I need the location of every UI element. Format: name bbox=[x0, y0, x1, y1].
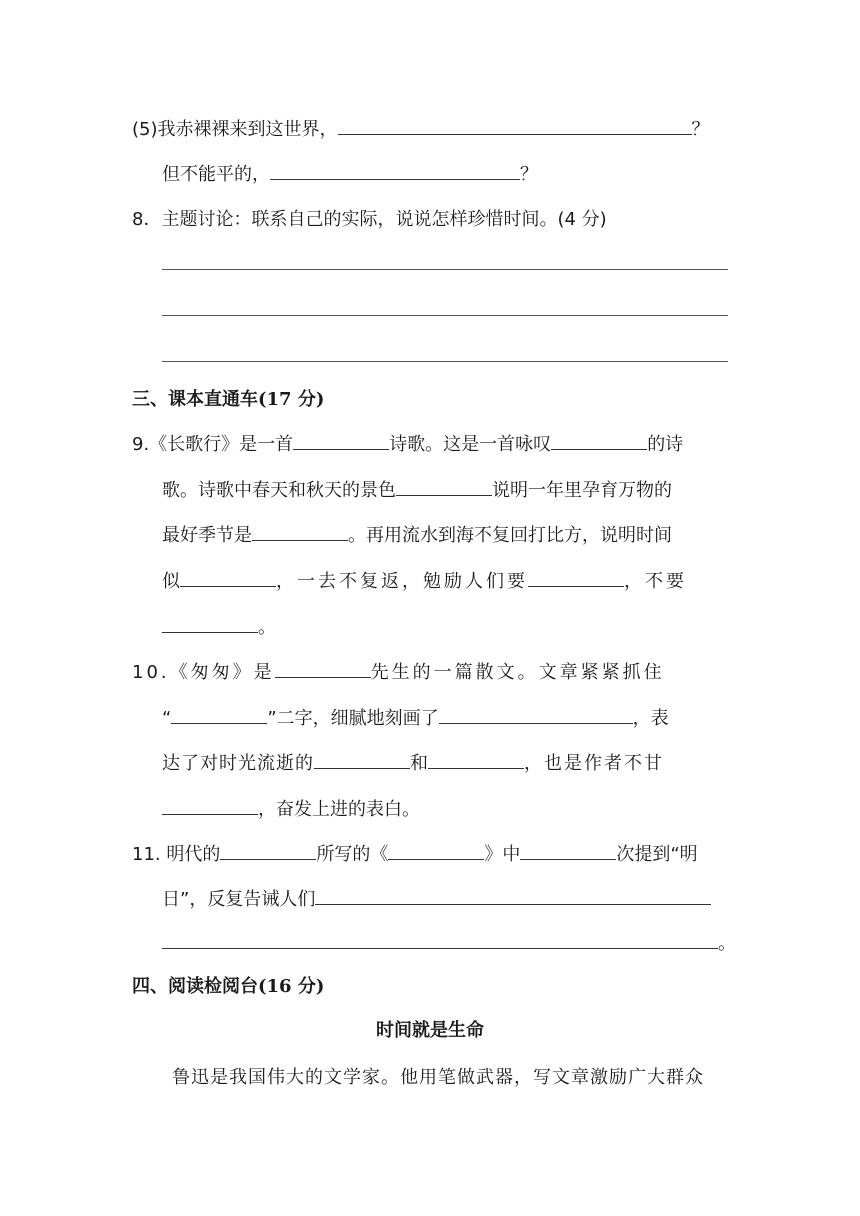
q9-text: 似 bbox=[162, 571, 180, 592]
q5-mark-2: ？ bbox=[520, 164, 538, 185]
q11-blank-2[interactable] bbox=[388, 841, 484, 860]
q9-text: 歌。诗歌中春天和秋天的景色 bbox=[162, 480, 396, 501]
q10-line3 bbox=[162, 750, 664, 776]
q9-text: 的诗 bbox=[647, 434, 684, 455]
q10-text: ，表 bbox=[632, 708, 669, 729]
q10-text: ，也是作者不甘 bbox=[524, 753, 664, 774]
q11-line3 bbox=[162, 930, 736, 956]
q9-blank-2[interactable] bbox=[551, 431, 647, 450]
q10-blank-1[interactable] bbox=[275, 659, 371, 678]
q9-line1 bbox=[132, 431, 683, 457]
q11-text: 》中 bbox=[484, 844, 521, 865]
q10-blank-4[interactable] bbox=[314, 750, 410, 769]
q5-blank-2[interactable] bbox=[270, 161, 520, 180]
q5-text-1: (5)我赤裸裸来到这世界， bbox=[132, 119, 338, 140]
q5-text-2: 但不能平的， bbox=[162, 164, 270, 185]
q9-blank-4[interactable] bbox=[252, 522, 348, 541]
q9-text: 。 bbox=[258, 617, 276, 638]
q9-text: 最好季节是 bbox=[162, 525, 252, 546]
q10-text: 10.《匆匆》是 bbox=[132, 662, 275, 683]
q9-blank-5[interactable] bbox=[180, 568, 276, 587]
q9-text: ，不要 bbox=[624, 571, 687, 592]
q9-line4 bbox=[162, 568, 687, 594]
q9-text: 9.《长歌行》是一首 bbox=[132, 434, 294, 455]
q10-blank-3[interactable] bbox=[439, 705, 633, 724]
q10-text: “ bbox=[162, 708, 172, 729]
q9-text: ，一去不复返，勉励人们要 bbox=[276, 571, 528, 592]
q11-line1 bbox=[132, 841, 698, 867]
q10-line4 bbox=[162, 796, 420, 822]
q5-blank-1[interactable] bbox=[338, 116, 692, 135]
q9-text: 说明一年里孕育万物的 bbox=[492, 480, 672, 501]
q8-answer-line-2[interactable] bbox=[162, 315, 728, 316]
q9-blank-6[interactable] bbox=[528, 568, 624, 587]
q9-line5 bbox=[162, 614, 276, 640]
q10-text: ”二字，细腻地刻画了 bbox=[267, 708, 439, 729]
q11-blank-3[interactable] bbox=[520, 841, 616, 860]
q10-blank-6[interactable] bbox=[162, 796, 258, 815]
q10-text: 和 bbox=[410, 753, 428, 774]
q10-text: 先生的一篇散文。文章紧紧抓住 bbox=[370, 662, 665, 683]
passage-title: 时间就是生命 bbox=[376, 1020, 484, 1041]
q11-blank-4[interactable] bbox=[315, 886, 711, 905]
q10-text: ，奋发上进的表白。 bbox=[258, 799, 420, 820]
q11-text: 11. 明代的 bbox=[132, 844, 221, 865]
passage-first-line: 鲁迅是我国伟大的文学家。他用笔做武器，写文章激励广大群众 bbox=[172, 1067, 704, 1088]
q10-line2 bbox=[162, 705, 669, 731]
q10-text: 达了对时光流逝的 bbox=[162, 753, 314, 774]
q9-blank-7[interactable] bbox=[162, 614, 258, 633]
q9-text: 诗歌。这是一首咏叹 bbox=[389, 434, 552, 455]
q11-text: 日”，反复告诫人们 bbox=[162, 889, 316, 910]
q10-blank-2[interactable] bbox=[171, 705, 267, 724]
q5-mark-1: ？ bbox=[691, 119, 710, 140]
q5-line2 bbox=[162, 161, 538, 187]
q8-answer-line-1[interactable] bbox=[162, 269, 728, 270]
q11-text: 所写的《 bbox=[316, 844, 389, 865]
q11-text: 。 bbox=[718, 933, 736, 954]
q11-blank-1[interactable] bbox=[220, 841, 316, 860]
q11-blank-5[interactable] bbox=[162, 930, 718, 949]
q9-line2 bbox=[162, 477, 672, 503]
q9-line3 bbox=[162, 522, 672, 548]
q11-text: 次提到“明 bbox=[616, 844, 698, 865]
section-3-heading: 三、课本直通车(17 分) bbox=[132, 389, 325, 410]
q10-line1 bbox=[132, 659, 665, 685]
q11-line2 bbox=[162, 886, 711, 912]
q9-text: 。再用流水到海不复回打比方，说明时间 bbox=[348, 525, 672, 546]
q8-answer-line-3[interactable] bbox=[162, 361, 728, 362]
q5-line1 bbox=[132, 116, 710, 142]
section-4-heading: 四、阅读检阅台(16 分) bbox=[132, 976, 325, 997]
q10-blank-5[interactable] bbox=[428, 750, 524, 769]
q8-prompt: 8．主题讨论：联系自己的实际，说说怎样珍惜时间。(4 分) bbox=[132, 209, 607, 230]
q9-blank-3[interactable] bbox=[396, 477, 492, 496]
q9-blank-1[interactable] bbox=[293, 431, 389, 450]
